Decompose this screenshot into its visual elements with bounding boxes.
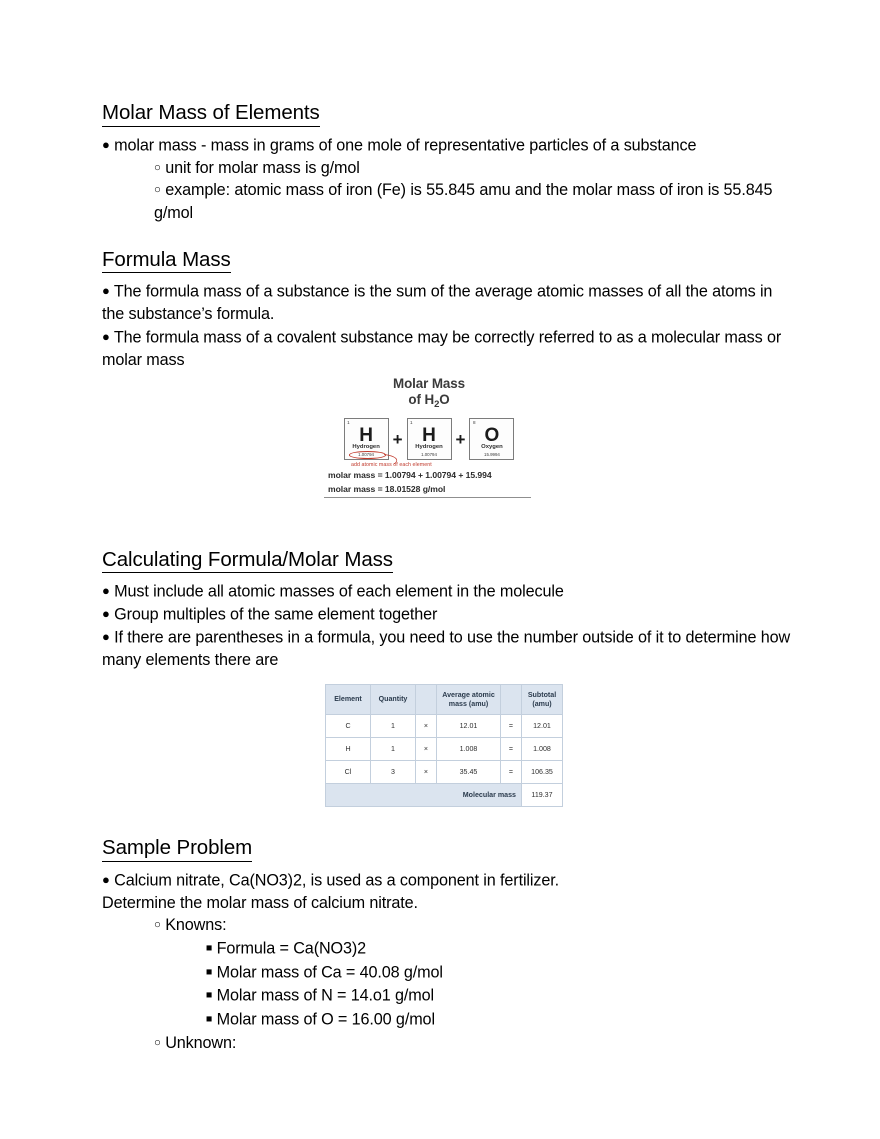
element-tile-hydrogen-2 xyxy=(407,418,452,460)
bullet-marker-circle: ○ xyxy=(154,184,161,197)
bullet-marker-circle: ○ xyxy=(154,1036,161,1049)
document-content xyxy=(102,100,792,1054)
list-item-text: Molar mass of Ca = 40.08 g/mol xyxy=(216,963,443,982)
page-title-molar-mass-of-elements: Molar Mass of Elements xyxy=(102,100,320,127)
figure-title xyxy=(324,376,534,412)
element-name: Oxygen xyxy=(481,444,503,450)
section-heading-wrap-0 xyxy=(102,100,792,127)
figure-title-line2 xyxy=(324,392,534,413)
list-item-text: Molar mass of N = 14.o1 g/mol xyxy=(216,986,435,1005)
multiply-icon: × xyxy=(416,761,437,784)
cell-average-atomic-mass: 12.01 xyxy=(437,715,501,738)
bullet-marker-disc: ● xyxy=(102,629,110,645)
section-heading-wrap-3 xyxy=(102,835,792,862)
bullet-marker-square: ■ xyxy=(206,965,213,978)
column-header-sub-line1: Subtotal xyxy=(527,690,557,699)
bullet-marker-disc: ● xyxy=(102,328,110,344)
list-item xyxy=(102,937,792,961)
cell-quantity: 1 xyxy=(371,738,416,761)
column-header-subtotal xyxy=(522,685,563,715)
atomic-mass: 1.00794 xyxy=(358,452,374,457)
section-heading-wrap-1 xyxy=(102,247,792,274)
bullet-marker-circle: ○ xyxy=(154,161,161,174)
equals-icon: = xyxy=(501,761,522,784)
list-item xyxy=(102,961,792,985)
column-header-equals-spacer xyxy=(501,685,522,715)
figure-bottom-rule xyxy=(324,497,531,498)
list-item xyxy=(102,1032,792,1055)
table-row xyxy=(326,715,563,738)
cell-quantity: 1 xyxy=(371,715,416,738)
red-circle-annotation-icon xyxy=(349,451,386,459)
section-heading-wrap-2 xyxy=(102,547,792,574)
page-title-calculating-formula-molar-mass: Calculating Formula/Molar Mass xyxy=(102,547,393,574)
cell-subtotal: 106.35 xyxy=(522,761,563,784)
list-item-text: If there are parentheses in a formula, you need to use the number outside of it to determine how many elements there are xyxy=(102,628,791,670)
figure-molecular-mass-table xyxy=(325,684,556,807)
page-title-formula-mass: Formula Mass xyxy=(102,247,231,274)
table-footer xyxy=(326,784,563,807)
list-item-text: Unknown: xyxy=(165,1033,237,1052)
cell-quantity: 3 xyxy=(371,761,416,784)
list-item-text: Molar mass of O = 16.00 g/mol xyxy=(216,1010,435,1029)
atomic-mass: 1.00794 xyxy=(421,452,437,457)
column-header-sub-line2: (amu) xyxy=(532,699,552,708)
periodic-element-row xyxy=(324,418,534,460)
list-item xyxy=(102,626,792,672)
element-name: Hydrogen xyxy=(415,444,443,450)
atomic-number: 1 xyxy=(410,420,413,425)
footer-value-molecular-mass: 119.37 xyxy=(522,784,563,807)
list-item xyxy=(102,580,792,603)
atomic-number: 8 xyxy=(472,420,476,425)
list-item-text: unit for molar mass is g/mol xyxy=(165,158,360,177)
column-header-average-atomic-mass xyxy=(437,685,501,715)
column-header-avg-line2: mass (amu) xyxy=(448,699,489,708)
list-item-text: Knowns: xyxy=(165,916,227,935)
list-item xyxy=(102,869,572,915)
element-tile-oxygen xyxy=(469,418,514,460)
molecular-mass-table xyxy=(325,684,563,807)
atomic-number: 1 xyxy=(347,420,350,425)
figure-title-subscript: 2 xyxy=(434,398,440,410)
list-item xyxy=(102,179,792,224)
bullet-marker-square: ■ xyxy=(206,1013,213,1026)
bullet-marker-disc: ● xyxy=(102,871,110,887)
list-item-text: example: atomic mass of iron (Fe) is 55.845 amu and the molar mass of iron is 55.845 g/mol xyxy=(154,181,773,222)
table-body xyxy=(326,715,563,784)
table-header xyxy=(326,685,563,715)
list-item-text: The formula mass of a substance is the sum of the average atomic masses of all the atoms in the substance’s formula. xyxy=(102,282,773,324)
element-symbol: H xyxy=(359,425,373,446)
bullet-marker-disc: ● xyxy=(102,136,110,152)
element-tile-hydrogen-1 xyxy=(344,418,389,460)
bullet-marker-disc: ● xyxy=(102,283,110,299)
figure-molar-mass-h2o xyxy=(324,376,534,498)
list-item xyxy=(102,984,792,1008)
column-header-element: Element xyxy=(326,685,371,715)
list-item xyxy=(102,157,792,180)
column-header-quantity: Quantity xyxy=(371,685,416,715)
bullet-marker-square: ■ xyxy=(206,941,213,954)
cell-element: C xyxy=(326,715,371,738)
atomic-mass: 15.9994 xyxy=(484,452,500,457)
cell-subtotal: 1.008 xyxy=(522,738,563,761)
list-item-text: molar mass - mass in grams of one mole of representative particles of a substance xyxy=(114,136,697,155)
multiply-icon: × xyxy=(416,738,437,761)
list-item xyxy=(102,914,792,937)
bullet-marker-disc: ● xyxy=(102,583,110,599)
list-item xyxy=(102,280,792,326)
list-item xyxy=(102,134,792,157)
cell-average-atomic-mass: 35.45 xyxy=(437,761,501,784)
list-item-text: Must include all atomic masses of each element in the molecule xyxy=(114,582,564,601)
list-item-text: The formula mass of a covalent substance may be correctly referred to as a molecular mass or molar mass xyxy=(102,328,782,369)
element-name: Hydrogen xyxy=(352,444,380,450)
table-footer-row xyxy=(326,784,563,807)
column-header-avg-line1: Average atomic xyxy=(442,690,495,699)
figure-title-line1: Molar Mass xyxy=(393,376,465,391)
cell-subtotal: 12.01 xyxy=(522,715,563,738)
list-item-text: Formula = Ca(NO3)2 xyxy=(216,939,367,958)
figure-title-suffix: O xyxy=(439,391,450,407)
equals-icon: = xyxy=(501,738,522,761)
plus-operator-icon: + xyxy=(392,429,403,449)
list-item xyxy=(102,1008,792,1032)
figure-annotation-text: add atomic mass of each element xyxy=(351,462,432,468)
element-symbol: H xyxy=(422,425,436,446)
table-row xyxy=(326,761,563,784)
equals-icon: = xyxy=(501,715,522,738)
bullet-marker-disc: ● xyxy=(102,606,110,622)
list-item xyxy=(102,603,792,626)
figure-equation-line-1: molar mass = 1.00794 + 1.00794 + 15.994 xyxy=(328,470,492,480)
figure-title-prefix: of H xyxy=(408,391,435,407)
cell-average-atomic-mass: 1.008 xyxy=(437,738,501,761)
plus-operator-icon: + xyxy=(455,429,466,449)
table-row xyxy=(326,738,563,761)
element-symbol: O xyxy=(484,425,500,446)
cell-element: Cl xyxy=(326,761,371,784)
figure-equation-line-2: molar mass = 18.01528 g/mol xyxy=(328,483,446,494)
cell-element: H xyxy=(326,738,371,761)
list-item-text: Group multiples of the same element together xyxy=(114,605,438,624)
bullet-marker-circle: ○ xyxy=(154,919,161,932)
column-header-multiply-spacer xyxy=(416,685,437,715)
table-header-row xyxy=(326,685,563,715)
footer-label-molecular-mass: Molecular mass xyxy=(326,784,522,807)
list-item xyxy=(102,326,792,372)
page-title-sample-problem: Sample Problem xyxy=(102,835,252,862)
bullet-marker-square: ■ xyxy=(206,989,213,1002)
list-item-text: Calcium nitrate, Ca(NO3)2, is used as a component in fertilizer. Determine the molar mass of calcium nitrate. xyxy=(102,871,559,912)
multiply-icon: × xyxy=(416,715,437,738)
